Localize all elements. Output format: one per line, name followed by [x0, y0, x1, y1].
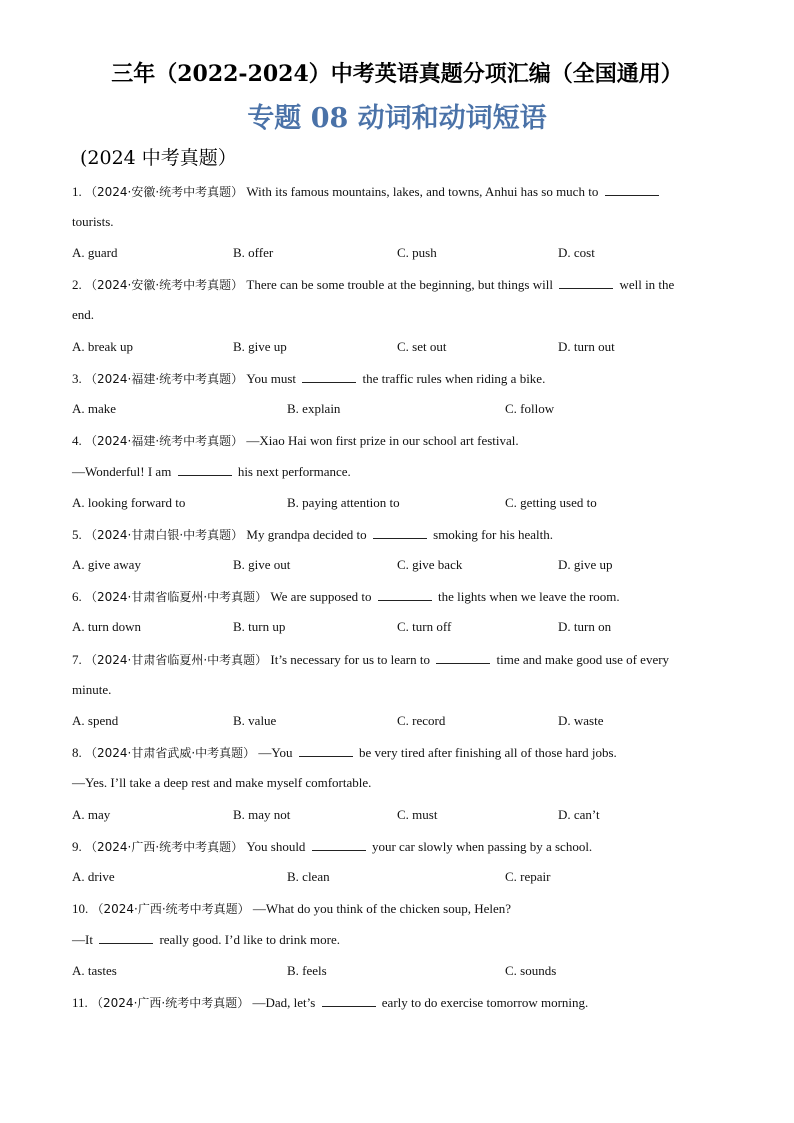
answer-blank — [99, 931, 153, 944]
section-heading: (2024 中考真题） — [80, 147, 237, 169]
option-b: B. turn up — [233, 619, 286, 634]
question-stem: We are supposed to — [270, 589, 372, 604]
question-stem: —Xiao Hai won first prize in our school art festival. — [246, 433, 519, 448]
question-number: 9. — [72, 839, 82, 854]
answer-blank — [378, 588, 432, 601]
question-stem-end: be very tired after finishing all of those hard jobs. — [359, 745, 617, 760]
option-a: A. drive — [72, 869, 115, 884]
option-d: D. turn out — [558, 339, 615, 354]
question-stem: It’s necessary for us to learn to — [270, 652, 430, 667]
question-10-reply — [72, 931, 340, 948]
question-number: 10. — [72, 901, 89, 916]
answer-blank — [299, 744, 353, 757]
topic-title: 专题 08 动词和动词短语 — [247, 103, 547, 134]
question-stem: My grandpa decided to — [246, 527, 367, 542]
reply-text-end: his next performance. — [237, 464, 351, 479]
option-c: C. push — [397, 245, 437, 260]
answer-blank — [373, 526, 427, 539]
question-stem-end: well in the — [619, 277, 675, 292]
question-number: 1. — [72, 184, 82, 199]
question-stem: —You — [258, 745, 293, 760]
question-stem-end: time and make good use of every — [496, 652, 670, 667]
question-stem: —What do you think of the chicken soup, Helen? — [252, 901, 512, 916]
question-number: 2. — [72, 277, 82, 292]
option-c: C. repair — [505, 869, 551, 884]
question-5 — [72, 526, 553, 543]
option-b: B. offer — [233, 245, 274, 260]
question-2 — [72, 276, 674, 293]
question-stem: With its famous mountains, lakes, and towns, Anhui has so much to — [246, 184, 599, 199]
question-stem: You must — [246, 371, 297, 386]
option-b: B. may not — [233, 807, 291, 822]
option-a: A. break up — [72, 339, 134, 354]
question-number: 7. — [72, 652, 82, 667]
question-source: （2024·福建·统考中考真题） — [85, 372, 244, 386]
question-10 — [72, 900, 511, 917]
question-source: （2024·广西·统考中考真题） — [85, 840, 244, 854]
question-stem-end: the lights when we leave the room. — [438, 589, 620, 604]
question-6 — [72, 588, 620, 605]
option-b: B. feels — [287, 963, 327, 978]
question-2-continuation: end. — [72, 307, 95, 322]
option-b: B. clean — [287, 869, 330, 884]
question-source: （2024·安徽·统考中考真题） — [85, 278, 244, 292]
question-number: 11. — [72, 995, 88, 1010]
question-stem: —Dad, let’s — [252, 995, 316, 1010]
option-a: A. guard — [72, 245, 118, 260]
question-source: （2024·甘肃省武威·中考真题） — [85, 746, 256, 760]
question-number: 6. — [72, 589, 82, 604]
question-8-reply: —Yes. I’ll take a deep rest and make myself comfortable. — [72, 775, 372, 790]
option-b: B. give up — [233, 339, 287, 354]
document-title: 三年（2022-2024）中考英语真题分项汇编（全国通用） — [111, 61, 683, 87]
option-a: A. tastes — [72, 963, 117, 978]
question-source: （2024·福建·统考中考真题） — [85, 434, 244, 448]
option-c: C. record — [397, 713, 446, 728]
question-source: （2024·广西·统考中考真题） — [91, 902, 250, 916]
option-d: D. turn on — [558, 619, 612, 634]
question-source: （2024·广西·统考中考真题） — [91, 996, 250, 1010]
question-number: 5. — [72, 527, 82, 542]
question-stem: You should — [246, 839, 306, 854]
question-stem-end: smoking for his health. — [433, 527, 554, 542]
answer-blank — [312, 838, 366, 851]
option-a: A. may — [72, 807, 111, 822]
option-a: A. make — [72, 401, 117, 416]
option-c: C. turn off — [397, 619, 452, 634]
option-a: A. give away — [72, 557, 141, 572]
option-a: A. turn down — [72, 619, 141, 634]
question-source: （2024·安徽·统考中考真题） — [85, 185, 244, 199]
answer-blank — [559, 276, 613, 289]
option-c: C. give back — [397, 557, 463, 572]
question-source: （2024·甘肃省临夏州·中考真题） — [85, 590, 268, 604]
question-11 — [72, 994, 588, 1011]
option-c: C. sounds — [505, 963, 557, 978]
question-9 — [72, 838, 592, 855]
option-d: D. cost — [558, 245, 595, 260]
question-4-reply — [72, 463, 351, 480]
answer-blank — [605, 183, 659, 196]
reply-text: —It — [72, 932, 93, 947]
answer-blank — [322, 994, 376, 1007]
question-stem-end: early to do exercise tomorrow morning. — [381, 995, 589, 1010]
option-b: B. value — [233, 713, 277, 728]
option-a: A. looking forward to — [72, 495, 186, 510]
question-4 — [72, 432, 519, 449]
option-c: C. follow — [505, 401, 555, 416]
option-b: B. explain — [287, 401, 341, 416]
reply-text-end: really good. I’d like to drink more. — [159, 932, 340, 947]
option-b: B. give out — [233, 557, 291, 572]
option-c: C. set out — [397, 339, 447, 354]
question-stem: There can be some trouble at the beginning, but things will — [246, 277, 553, 292]
option-b: B. paying attention to — [287, 495, 400, 510]
reply-text: —Wonderful! I am — [72, 464, 172, 479]
question-1 — [72, 183, 662, 200]
question-number: 8. — [72, 745, 82, 760]
option-d: D. can’t — [558, 807, 600, 822]
question-8 — [72, 744, 617, 761]
question-1-continuation: tourists. — [72, 214, 114, 229]
question-7-continuation: minute. — [72, 682, 112, 697]
option-c: C. must — [397, 807, 438, 822]
option-a: A. spend — [72, 713, 119, 728]
answer-blank — [436, 651, 490, 664]
option-d: D. waste — [558, 713, 604, 728]
question-source: （2024·甘肃白银·中考真题） — [85, 528, 244, 542]
question-source: （2024·甘肃省临夏州·中考真题） — [85, 653, 268, 667]
question-stem-end: the traffic rules when riding a bike. — [362, 371, 546, 386]
question-number: 4. — [72, 433, 82, 448]
option-d: D. give up — [558, 557, 613, 572]
question-3 — [72, 370, 545, 387]
question-number: 3. — [72, 371, 82, 386]
answer-blank — [178, 463, 232, 476]
question-stem-end: your car slowly when passing by a school. — [371, 839, 593, 854]
option-c: C. getting used to — [505, 495, 597, 510]
question-7 — [72, 651, 669, 668]
answer-blank — [302, 370, 356, 383]
